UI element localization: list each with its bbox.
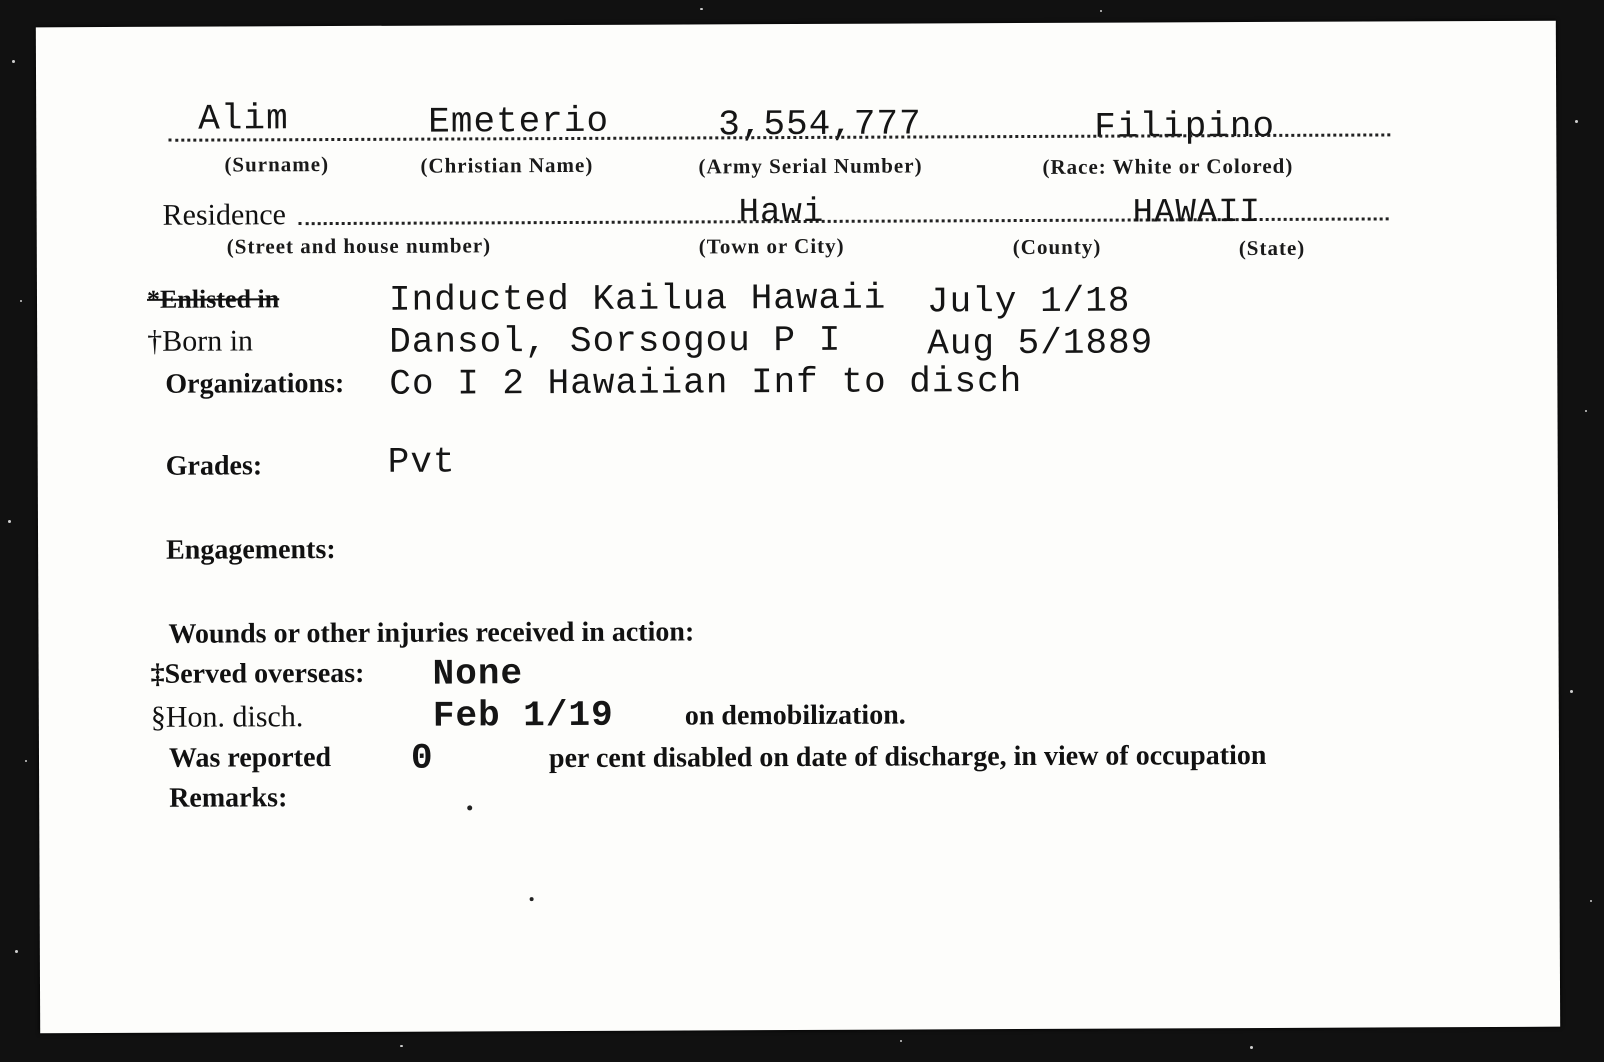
discharge-suffix: on demobilization. — [684, 699, 906, 732]
christian-name-caption: (Christian Name) — [420, 152, 594, 178]
surname-caption: (Surname) — [224, 152, 330, 177]
race-value: Filipino — [1094, 105, 1276, 148]
grades-label: Grades: — [165, 450, 263, 482]
born-label: †Born in — [147, 324, 254, 358]
county-caption: (County) — [1012, 234, 1102, 260]
organizations-value: Co I 2 Hawaiian Inf to disch — [389, 361, 1023, 405]
discharge-value: Feb 1/19 — [432, 694, 614, 737]
residence-town-value: Hawi — [738, 193, 825, 233]
organizations-label: Organizations: — [165, 367, 345, 400]
town-caption: (Town or City) — [698, 233, 845, 259]
record-card — [36, 21, 1560, 1034]
state-caption: (State) — [1238, 235, 1306, 261]
born-date: Aug 5/1889 — [927, 322, 1154, 365]
enlisted-date: July 1/18 — [926, 280, 1131, 323]
disability-suffix: per cent disabled on date of discharge, in view of occupation — [548, 739, 1267, 775]
surname-value: Alim — [198, 98, 289, 140]
residence-state-value: HAWAII — [1132, 193, 1262, 233]
race-caption: (Race: White or Colored) — [1042, 153, 1294, 179]
overseas-label: ‡Served overseas: — [150, 657, 365, 690]
street-caption: (Street and house number) — [226, 233, 492, 259]
born-value: Dansol, Sorsogou P I — [389, 319, 842, 363]
christian-name-value: Emeterio — [428, 100, 610, 143]
discharge-label: §Hon. disch. — [150, 700, 304, 734]
serial-number-caption: (Army Serial Number) — [698, 153, 923, 179]
wounds-label: Wounds or other injuries received in action: — [168, 616, 695, 650]
remarks-label: Remarks: — [169, 782, 288, 814]
disability-value: 0 — [410, 737, 434, 779]
disability-label: Was reported — [168, 742, 332, 774]
grades-value: Pvt — [387, 441, 456, 483]
enlisted-value: Inducted Kailua Hawaii — [388, 277, 887, 321]
engagements-label: Engagements: — [166, 534, 336, 566]
serial-number-value: 3,554,777 — [718, 103, 922, 146]
enlisted-label: *Enlisted in — [146, 284, 280, 314]
overseas-value: None — [432, 653, 524, 695]
residence-label: Residence — [162, 198, 286, 232]
